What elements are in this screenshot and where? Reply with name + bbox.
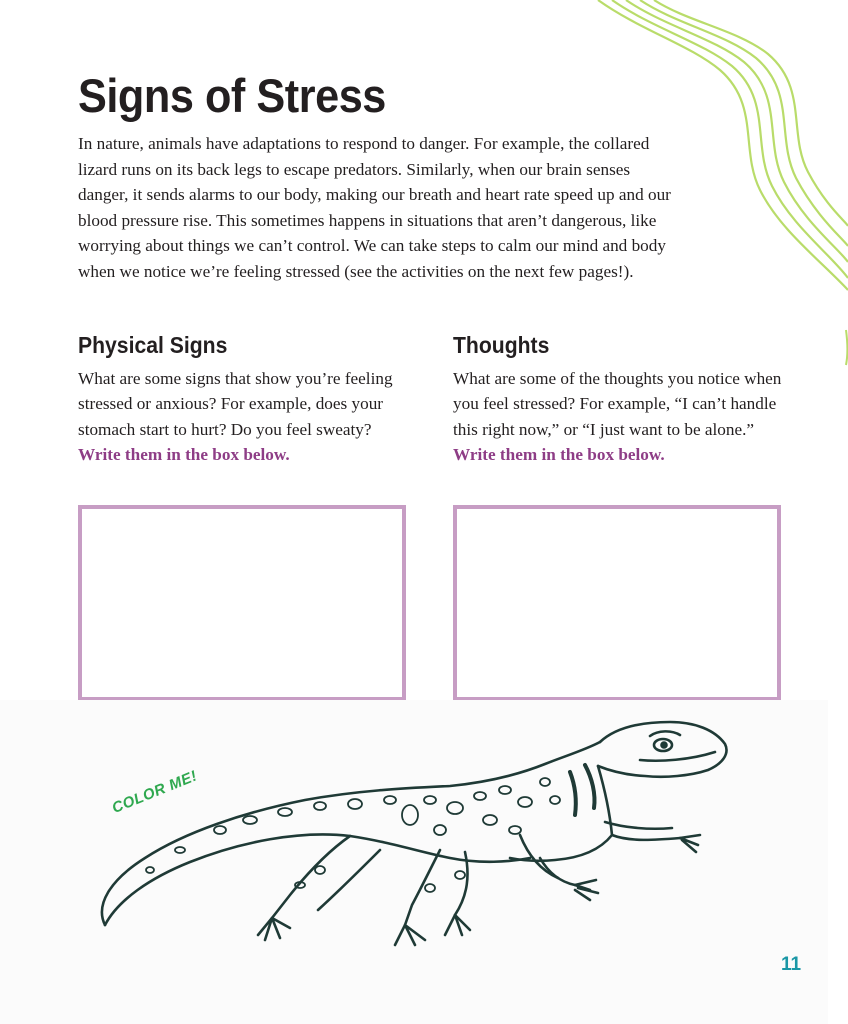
page-title: Signs of Stress [78, 69, 386, 122]
physical-signs-cue: Write them in the box below. [78, 445, 290, 465]
physical-signs-body: What are some signs that show you’re feeling stressed or anxious? For example, does your stomach start to hurt? Do you feel sweaty? [78, 369, 393, 439]
intro-paragraph: In nature, animals have adaptations to respond to danger. For example, the collared lizard runs on its back legs to escape predators. Similarly, when our brain senses danger, it sends alarms to our body, making our breath and heart rate speed up and our blood pressure rise. This sometimes happens in situations that aren’t dangerous, like worrying about things we can’t control. We can take steps to calm our mind and body when we notice we’re feeling stressed (see the activities on the next few pages!). [78, 134, 671, 281]
physical-signs-heading: Physical Signs [78, 332, 228, 358]
color-me-label: COLOR ME! [109, 767, 200, 817]
thoughts-cue: Write them in the box below. [453, 445, 665, 465]
thoughts-body: What are some of the thoughts you notice when you feel stressed? For example, “I can’t handle this right now,” or “I just want to be alone.” [453, 369, 782, 439]
thoughts-heading: Thoughts [453, 332, 550, 358]
page-number: 11 [781, 954, 802, 975]
